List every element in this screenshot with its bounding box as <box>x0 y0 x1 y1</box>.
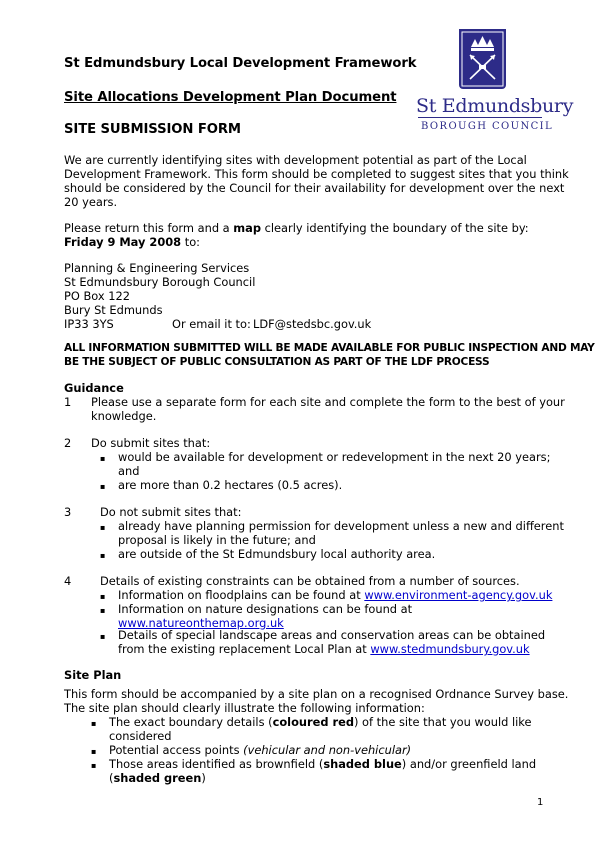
shaded-blue-text: shaded blue <box>323 757 402 771</box>
bullet-icon: ▪ <box>91 747 97 756</box>
boundary-text: The exact boundary details ( <box>109 715 273 729</box>
bullet-icon: ▪ <box>100 551 106 560</box>
site-plan-bullet-1-line-2: considered <box>109 729 172 743</box>
notice-line-2: BE THE SUBJECT OF PUBLIC CONSULTATION AS PART OF THE LDF PROCESS <box>64 356 490 368</box>
deadline-line <box>64 235 200 250</box>
deadline-date: Friday 9 May 2008 <box>64 235 182 249</box>
guidance-item-3-text: Do not submit sites that: <box>100 505 242 519</box>
address-line-1: Planning & Engineering Services <box>64 261 250 275</box>
notice-line-1: ALL INFORMATION SUBMITTED WILL BE MADE AVAILABLE FOR PUBLIC INSPECTION AND MAY <box>64 342 595 354</box>
guidance-item-3-bullet-1-line-2: proposal is likely in the future; and <box>118 533 316 547</box>
site-plan-line-1: This form should be accompanied by a site plan on a recognised Ordnance Survey base. <box>64 687 569 701</box>
bullet-icon: ▪ <box>100 454 106 463</box>
intro-line-2: Development Framework. This form should be completed to suggest sites that you think <box>64 167 569 181</box>
borough-crest-icon <box>459 29 506 89</box>
guidance-item-2-bullet-1-line-1: would be available for development or redevelopment in the next 20 years; <box>118 450 551 464</box>
guidance-item-3-bullet-2: are outside of the St Edmundsbury local authority area. <box>118 547 436 561</box>
email-address[interactable]: LDF@stedsbc.gov.uk <box>253 317 372 331</box>
bullet-icon: ▪ <box>91 719 97 728</box>
address-line-5: IP33 3YS <box>64 317 114 331</box>
guidance-item-4-bullet-3-line-1: Details of special landscape areas and conservation areas can be obtained <box>118 628 546 642</box>
local-plan-text: from the existing replacement Local Plan at <box>118 642 371 656</box>
guidance-item-4-text: Details of existing constraints can be obtained from a number of sources. <box>100 574 520 588</box>
address-line-4: Bury St Edmunds <box>64 303 163 317</box>
site-plan-bullet-2 <box>109 743 411 758</box>
site-plan-heading: Site Plan <box>64 668 122 682</box>
guidance-item-2-bullet-1-line-2: and <box>118 464 140 478</box>
guidance-item-1-number: 1 <box>64 395 72 409</box>
guidance-item-1-line-2: knowledge. <box>91 409 157 423</box>
nature-on-the-map-link[interactable]: www.natureonthemap.org.uk <box>118 616 284 630</box>
document-title: St Edmundsbury Local Development Framework <box>64 56 417 71</box>
greenfield-text: ) and/or greenfield land <box>401 757 537 771</box>
email-label: Or email it to: <box>172 317 251 331</box>
coloured-red-text: coloured red <box>272 715 354 729</box>
guidance-item-4-bullet-2: Information on nature designations can be found at <box>118 602 413 616</box>
guidance-item-4-number: 4 <box>64 574 72 588</box>
guidance-item-2-bullet-2: are more than 0.2 hectares (0.5 acres). <box>118 478 343 492</box>
intro-line-3: should be considered by the Council for their availability for development over the next <box>64 181 565 195</box>
bullet-icon: ▪ <box>91 761 97 770</box>
logo-subtitle: BOROUGH COUNCIL <box>421 121 554 132</box>
deadline-suffix: to: <box>181 235 201 249</box>
site-plan-bullet-1-line-1 <box>109 715 532 730</box>
guidance-item-2-text: Do submit sites that: <box>91 436 211 450</box>
paren-close: ) <box>201 771 206 785</box>
bullet-icon: ▪ <box>100 482 106 491</box>
paren-open: ( <box>109 771 114 785</box>
intro-line-1: We are currently identifying sites with development potential as part of the Local <box>64 153 527 167</box>
site-plan-bullet-3-line-1 <box>109 757 536 772</box>
access-points-text: Potential access points <box>109 743 244 757</box>
guidance-item-4-bullet-3-line-2 <box>118 642 530 657</box>
bullet-icon: ▪ <box>100 606 106 615</box>
guidance-item-4-bullet-1 <box>118 588 552 603</box>
access-points-note: (vehicular and non-vehicular) <box>243 743 412 757</box>
address-line-3: PO Box 122 <box>64 289 130 303</box>
site-plan-line-2: The site plan should clearly illustrate the following information: <box>64 701 425 715</box>
document-subtitle: Site Allocations Development Plan Document <box>64 90 397 105</box>
intro-line-4: 20 years. <box>64 195 118 209</box>
guidance-heading: Guidance <box>64 381 124 395</box>
return-text: Please return this form and a <box>64 221 234 235</box>
brownfield-text: Those areas identified as brownfield ( <box>109 757 324 771</box>
guidance-item-1-line-1: Please use a separate form for each site and complete the form to the best of your <box>91 395 565 409</box>
bullet-icon: ▪ <box>100 592 106 601</box>
guidance-item-2-number: 2 <box>64 436 72 450</box>
return-map-word: map <box>233 221 261 235</box>
floodplains-text: Information on floodplains can be found at <box>118 588 365 602</box>
stedmundsbury-link[interactable]: www.stedmundsbury.gov.uk <box>370 642 530 656</box>
guidance-item-3-number: 3 <box>64 505 72 519</box>
shaded-green-text: shaded green <box>113 771 202 785</box>
return-text-end: clearly identifying the boundary of the site by: <box>261 221 529 235</box>
form-title: SITE SUBMISSION FORM <box>64 122 241 137</box>
address-line-2: St Edmundsbury Borough Council <box>64 275 256 289</box>
boundary-text-end: ) of the site that you would like <box>353 715 532 729</box>
return-instruction <box>64 221 529 236</box>
site-plan-bullet-3-line-2 <box>109 771 206 786</box>
logo-divider <box>418 117 542 118</box>
page-number: 1 <box>537 797 544 808</box>
bullet-icon: ▪ <box>100 632 106 641</box>
bullet-icon: ▪ <box>100 523 106 532</box>
environment-agency-link[interactable]: www.environment-agency.gov.uk <box>364 588 553 602</box>
guidance-item-3-bullet-1-line-1: already have planning permission for development unless a new and different <box>118 519 564 533</box>
logo-name: St Edmundsbury <box>416 95 574 117</box>
